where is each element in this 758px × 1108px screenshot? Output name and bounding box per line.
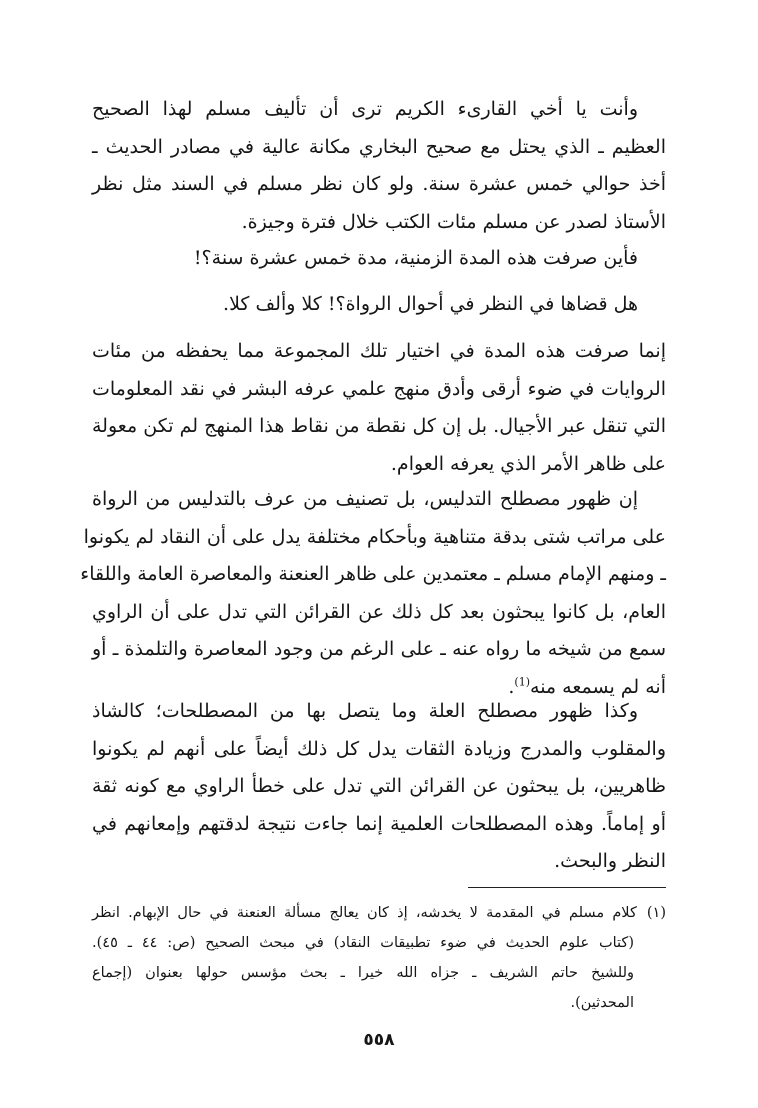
text-line: هل قضاها في النظر في أحوال الرواة؟! كلا وألف كلا. bbox=[223, 293, 638, 315]
paragraph-2 bbox=[92, 240, 666, 278]
paragraph-4 bbox=[92, 333, 666, 483]
page-number: ٥٥٨ bbox=[363, 1030, 395, 1050]
footnote-divider bbox=[468, 887, 666, 888]
text-line: وأنت يا أخي القارىء الكريم ترى أن تأليف مسلم لهذا الصحيح bbox=[92, 98, 638, 120]
footnote-reference-suffix: . bbox=[508, 675, 515, 698]
footnote-line: المحدثين). bbox=[570, 995, 634, 1011]
text-line: وكذا ظهور مصطلح العلة وما يتصل بها من المصطلحات؛ كالشاذ bbox=[92, 700, 638, 722]
text-line: على ظاهر الأمر الذي يعرفه العوام. bbox=[390, 452, 666, 475]
text-line: ـ ومنهم الإمام مسلم ـ معتمدين على ظاهر العنعنة والمعاصرة العامة واللقاء bbox=[80, 563, 666, 585]
text-line: والمقلوب والمدرج وزيادة الثقات يدل كل ذلك أيضاً على أنهم لم يكونوا bbox=[92, 737, 666, 760]
paragraph-1 bbox=[92, 91, 666, 241]
footnote-line: وللشيخ حاتم الشريف ـ جزاه الله خيرا ـ بحث مؤسس حولها بعنوان (إجماع bbox=[92, 965, 634, 981]
text-line: فأين صرفت هذه المدة الزمنية، مدة خمس عشرة سنة؟! bbox=[193, 247, 638, 269]
footnote bbox=[92, 898, 666, 1018]
text-line: العظيم ـ الذي يحتل مع صحيح البخاري مكانة عالية في مصادر الحديث ـ bbox=[92, 135, 666, 158]
footnote-reference[interactable]: (1) bbox=[514, 675, 531, 689]
text-line: التي تنقل عبر الأجيال. بل إن كل نقطة من نقاط هذا المنهج لم تكن معولة bbox=[92, 415, 666, 437]
text-line: العام، بل كانوا يبحثون بعد كل ذلك عن القرائن التي تدل على أن الراوي bbox=[92, 600, 666, 623]
text-line: الأستاذ لصدر عن مسلم مئات الكتب خلال فترة وجيزة. bbox=[241, 210, 666, 233]
paragraph-6 bbox=[92, 693, 666, 881]
text-line: أخذ حوالي خمس عشرة سنة. ولو كان نظر مسلم في السند مثل نظر bbox=[92, 173, 666, 195]
text-line: أو إماماً. وهذه المصطلحات العلمية إنما جاءت نتيجة لدقتهم وإمعانهم في bbox=[92, 812, 666, 835]
footnote-line bbox=[92, 898, 666, 928]
text-line: إنما صرفت هذه المدة في اختيار تلك المجموعة مما يحفظه من مئات bbox=[92, 340, 666, 362]
footnote-line: (كتاب علوم الحديث في ضوء تطبيقات النقاد) في مبحث الصحيح (ص: ٤٤ ـ ٤٥). bbox=[92, 935, 634, 951]
text-line: ظاهريين، بل يبحثون عن القرائن التي تدل على خطأ الراوي مع كونه ثقة bbox=[92, 775, 666, 797]
paragraph-3 bbox=[92, 286, 666, 324]
text-line: أنه لم يسمعه منه bbox=[530, 675, 666, 698]
paragraph-5 bbox=[80, 481, 666, 706]
text-line: النظر والبحث. bbox=[554, 850, 666, 872]
text-line: إن ظهور مصطلح التدليس، بل تصنيف من عرف بالتدليس من الرواة bbox=[92, 488, 638, 510]
text-line: على مراتب شتى بدقة متناهية وبأحكام مختلفة يدل على أن النقاد لم يكونوا bbox=[83, 525, 666, 548]
footnote-marker: (١) bbox=[646, 905, 666, 921]
text-line: الروايات في ضوء أرقى وأدق منهج علمي عرفه البشر في نقد المعلومات bbox=[92, 377, 666, 400]
text-line: سمع من شيخه ما رواه عنه ـ على الرغم من وجود المعاصرة والتلمذة ـ أو bbox=[92, 638, 666, 660]
footnote-text: كلام مسلم في المقدمة لا يخدشه، إذ كان يعالج مسألة العنعنة في حال الإبهام. انظر bbox=[92, 905, 637, 921]
